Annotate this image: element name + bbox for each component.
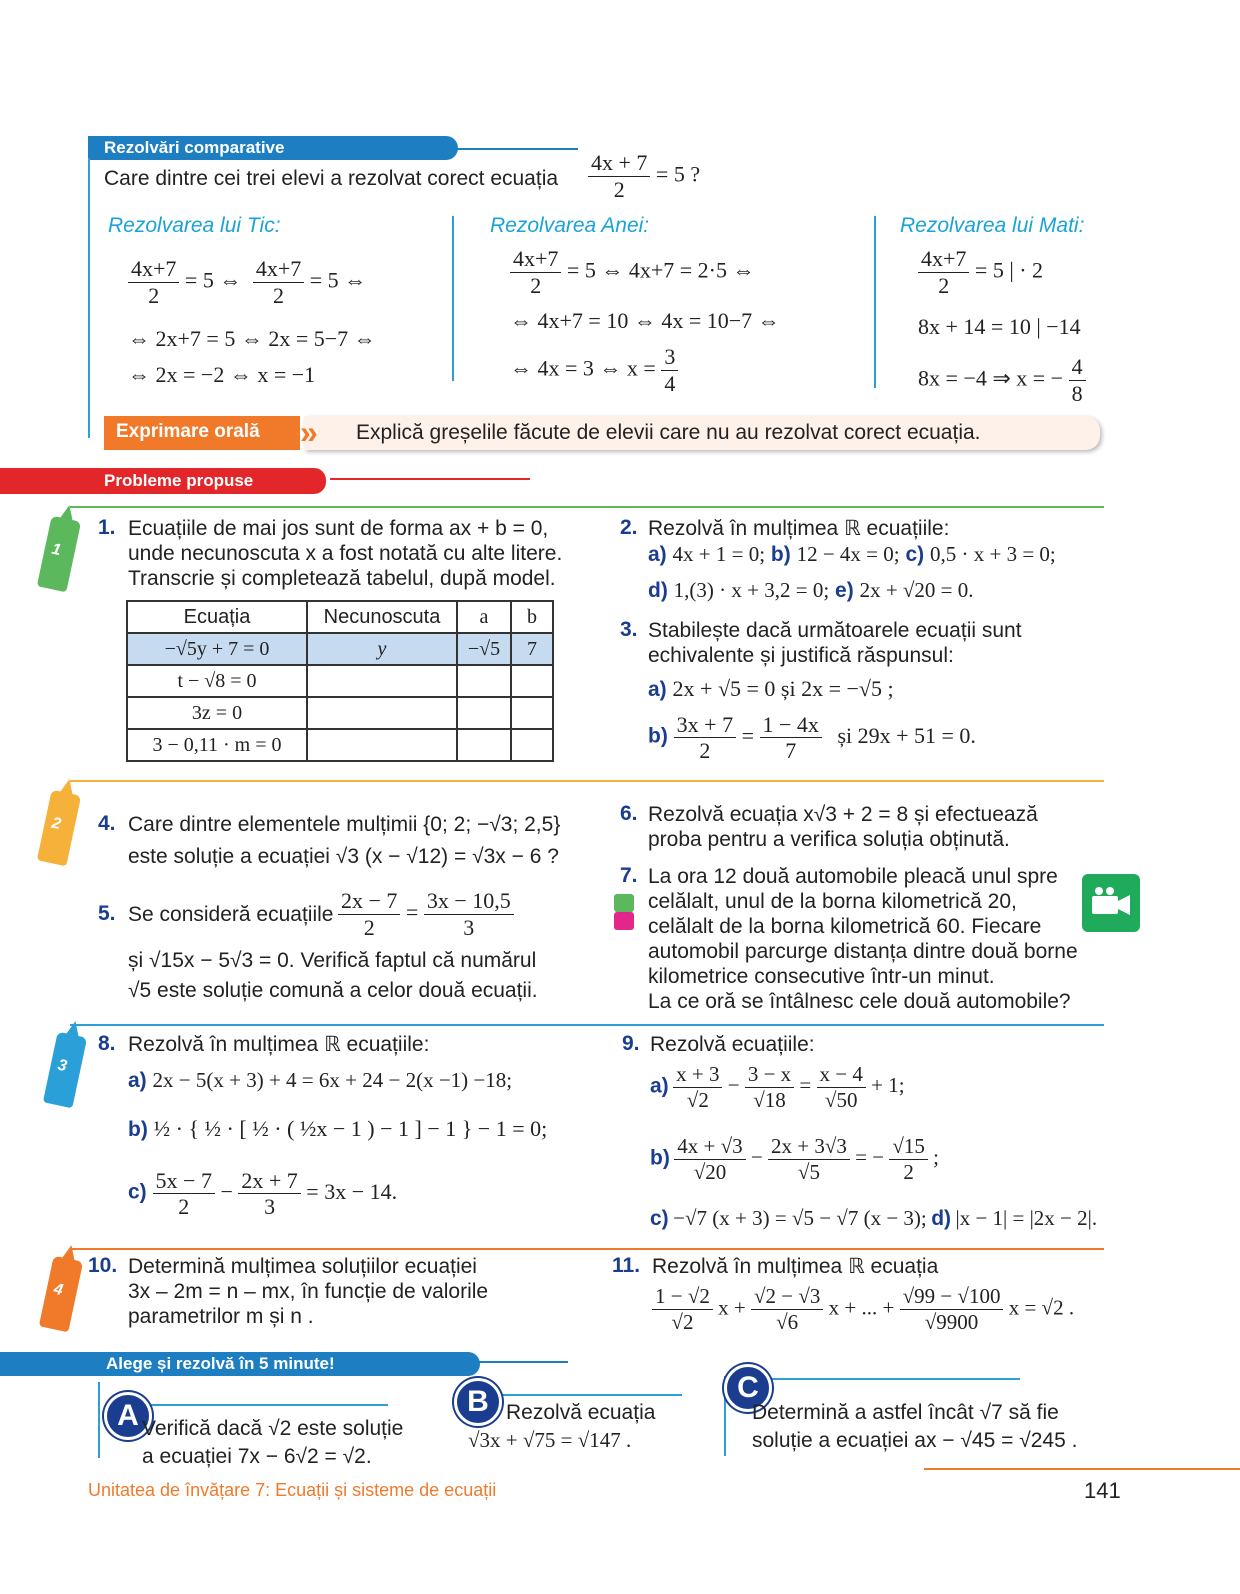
mati-l1-num: 4x+7 xyxy=(918,246,969,273)
p2-e: 2x + √20 = 0. xyxy=(859,578,974,602)
p8-c xyxy=(128,1168,397,1219)
table-cell xyxy=(511,729,553,761)
mati-line2: 8x + 14 = 10 | −14 xyxy=(918,314,1081,339)
tic-l1-num: 4x+7 xyxy=(128,256,179,283)
p9-a-n1: x + 3 xyxy=(673,1062,722,1088)
level-1-number: 1 xyxy=(50,540,63,560)
p5-line3: √5 este soluție comună a celor două ecuații. xyxy=(128,979,538,1002)
level4-line xyxy=(70,1248,1104,1250)
p8-c-op: − xyxy=(220,1178,233,1204)
mati-line3 xyxy=(918,354,1086,407)
table-row xyxy=(127,729,553,761)
ana-l1-num: 4x+7 xyxy=(510,246,561,273)
p9-b-d2: √5 xyxy=(797,1160,820,1184)
p4-line2: este soluție a ecuației √3 (x − √12) = √3x − 6 ? xyxy=(128,845,559,868)
p9-b-d3: 2 xyxy=(903,1160,914,1184)
comparative-section xyxy=(88,136,1108,436)
oral-text: Explică greșelile făcute de elevii care nu au rezolvat corect ecuația. xyxy=(356,421,981,444)
question-text: Care dintre cei trei elevi a rezolvat corect ecuația xyxy=(104,167,559,190)
p9-a-d2: √18 xyxy=(753,1088,786,1112)
table-cell xyxy=(511,665,553,697)
p8-text: Rezolvă în mulțimea ℝ ecuațiile: xyxy=(128,1033,430,1056)
p2-line1 xyxy=(648,542,1056,567)
ana-l1-rest: = 5 ⇔ 4x+7 = 2·5 ⇔ xyxy=(566,257,755,283)
p5-eq: = xyxy=(405,899,419,925)
p7-line: La ora 12 două automobile pleacă unul spre xyxy=(648,865,1058,888)
table-header: b xyxy=(511,601,553,633)
choose-title: Alege și rezolvă în 5 minute! xyxy=(0,1352,480,1376)
p2-d: 1,(3) · x + 3,2 = 0; xyxy=(673,578,830,602)
p11-number: 11. xyxy=(612,1254,641,1277)
p2-a: 4x + 1 = 0; xyxy=(672,542,766,566)
p7-line: La ce oră se întâlnesc cele două automobile? xyxy=(648,990,1071,1013)
p3-a xyxy=(648,676,894,702)
table-row xyxy=(127,665,553,697)
p7-line: celălalt de la borna kilometrică 60. Fiecare xyxy=(648,915,1042,938)
p9-a-label: a) xyxy=(650,1074,669,1098)
table-cell xyxy=(307,729,457,761)
table-header-row xyxy=(127,601,553,633)
ana-l3-text: ⇔ 4x = 3 ⇔ x = xyxy=(510,355,656,381)
ana-line2: ⇔ 4x+7 = 10 ⇔ 4x = 10−7 ⇔ xyxy=(510,308,780,333)
choose-B xyxy=(452,1372,692,1462)
p1-number: 1. xyxy=(98,516,116,539)
mati-l1-den: 2 xyxy=(938,273,950,298)
p1-line: Ecuațiile de mai jos sunt de forma ax + b = 0, xyxy=(128,517,549,540)
tic-l1b-num: 4x+7 xyxy=(253,256,304,283)
level-1-crayon-icon xyxy=(37,516,81,593)
p10-line: parametrilor m și n . xyxy=(128,1305,314,1328)
oral-label-box xyxy=(104,416,300,450)
ana-l3-den: 4 xyxy=(664,371,676,396)
problems-header-line xyxy=(330,478,530,480)
level-2-number: 2 xyxy=(50,814,63,834)
p8-c-num2: 2x + 7 xyxy=(238,1168,300,1194)
table-header: a xyxy=(457,601,511,633)
p3-b-num2: 1 − 4x xyxy=(760,712,822,738)
p9-b-rest: ; xyxy=(933,1145,939,1170)
p11-d1: √2 xyxy=(671,1310,694,1334)
p3-b-num1: 3x + 7 xyxy=(674,712,736,738)
p10-line: 3x – 2m = n – mx, în funcție de valorile xyxy=(128,1280,489,1303)
p3-line: echivalente și justifică răspunsul: xyxy=(648,644,954,667)
level2-line xyxy=(70,780,1104,782)
p11-mid: x + ... + xyxy=(828,1295,895,1320)
p5-line1: Se consideră ecuațiile xyxy=(128,903,334,926)
p9-c-text: −√7 (x + 3) = √5 − √7 (x − 3); xyxy=(673,1206,927,1230)
p11-n3: √99 − √100 xyxy=(900,1284,1004,1310)
p2-a-label: a) xyxy=(648,543,667,566)
p2-number: 2. xyxy=(620,516,638,539)
mati-l3-text: 8x = −4 ⇒ x = − xyxy=(918,365,1064,391)
table-cell: y xyxy=(307,633,457,665)
p2-b-label: b) xyxy=(770,543,791,566)
p8-c-den2: 3 xyxy=(264,1194,276,1219)
p3-a-label: a) xyxy=(648,678,667,701)
p7-line: kilometrice consecutive într-un minut. xyxy=(648,965,995,988)
table-cell xyxy=(457,697,511,729)
p8-a-label: a) xyxy=(128,1069,147,1092)
table-cell: 3 − 0,11 · m = 0 xyxy=(127,729,307,761)
table-cell xyxy=(307,697,457,729)
table-cell xyxy=(511,697,553,729)
p3-b-rest: și 29x + 51 = 0. xyxy=(837,722,976,748)
p2-d-label: d) xyxy=(648,579,668,602)
tic-line1 xyxy=(128,256,366,309)
p9-a-n3: x − 4 xyxy=(817,1062,866,1088)
choose-C-line1: Determină a astfel încât √7 să fie xyxy=(752,1401,1059,1424)
p10-number: 10. xyxy=(88,1254,118,1277)
p7-line: celălalt, unul de la borna kilometrică 20, xyxy=(648,890,1017,913)
p7-number: 7. xyxy=(620,864,638,887)
p3-b-den2: 7 xyxy=(785,738,797,763)
p9-a-d3: √50 xyxy=(824,1088,858,1112)
chevron-icon: » xyxy=(300,414,318,450)
p1-text xyxy=(128,516,598,591)
p9-b-label: b) xyxy=(650,1146,670,1170)
p3-b-den1: 2 xyxy=(699,738,711,763)
title-underline xyxy=(438,148,578,150)
divider-1 xyxy=(452,216,454,381)
comparative-question xyxy=(104,166,558,191)
level-2-crayon-icon xyxy=(37,790,81,867)
tic-l1-den: 2 xyxy=(148,283,160,308)
p8-b-label: b) xyxy=(128,1118,148,1141)
choose-A-line2: a ecuației 7x − 6√2 = √2. xyxy=(142,1445,372,1468)
p11-d3: √9900 xyxy=(924,1310,979,1334)
table-header: Ecuația xyxy=(127,601,307,633)
choose-C-topline xyxy=(764,1378,1020,1380)
eq-numerator: 4x + 7 xyxy=(588,150,650,177)
eq-denominator: 2 xyxy=(613,177,625,202)
p9-a: a) $\frac{x + 3}{√2}$ − $\frac{3 - x}{√18}$ = $\frac{x - 4}{√50}$ + 1; xyxy=(650,1062,905,1112)
choose-C-line2: soluție a ecuației ax − √45 = √245 . xyxy=(752,1429,1078,1452)
choose-A-line1: Verifică dacă √2 este soluție xyxy=(142,1417,404,1440)
table-cell: −√5y + 7 = 0 xyxy=(127,633,307,665)
p8-c-label: c) xyxy=(128,1180,147,1204)
p3-number: 3. xyxy=(620,618,638,641)
divider-2 xyxy=(874,216,876,388)
tic-l1b-den: 2 xyxy=(273,283,285,308)
oral-banner xyxy=(104,416,1104,452)
ana-line3 xyxy=(510,344,678,397)
table-cell xyxy=(457,665,511,697)
p8-b-text: ½ · { ½ · [ ½ · ( ½x − 1 ) − 1 ] − 1 } − 1 = 0; xyxy=(153,1116,548,1141)
p6-line2: proba pentru a verifica soluția obținută. xyxy=(648,828,1010,851)
oral-label: Exprimare orală xyxy=(116,421,260,442)
level-3-crayon-icon xyxy=(43,1032,87,1109)
level1-line xyxy=(70,506,1104,508)
p9-c-label: c) xyxy=(650,1207,669,1230)
ana-line1 xyxy=(510,246,754,299)
table-cell: 3z = 0 xyxy=(127,697,307,729)
p2-e-label: e) xyxy=(835,579,854,602)
p9-b-n3: √15 xyxy=(889,1134,928,1160)
p5-den1: 2 xyxy=(363,915,375,940)
table-cell: −√5 xyxy=(457,633,511,665)
choose-B-line1: Rezolvă ecuația xyxy=(506,1401,656,1424)
p2-c: 0,5 · x + 3 = 0; xyxy=(929,542,1056,566)
p9-text: Rezolvă ecuațiile: xyxy=(650,1033,815,1056)
p9-number: 9. xyxy=(622,1032,640,1055)
p3-a-text: 2x + √5 = 0 și 2x = −√5 ; xyxy=(672,676,894,701)
p9-cd xyxy=(650,1206,1097,1231)
level-4-number: 4 xyxy=(52,1280,65,1300)
p2-line2 xyxy=(648,578,974,603)
p7-text xyxy=(648,864,1078,1014)
p3-b-eq: = xyxy=(741,722,755,748)
p3-b xyxy=(648,712,976,763)
p8-c-den1: 2 xyxy=(178,1194,190,1219)
tic-line2: ⇔ 2x+7 = 5 ⇔ 2x = 5−7 ⇔ xyxy=(128,326,376,351)
p1-table xyxy=(126,600,554,762)
p9-d-text: |x − 1| = |2x − 2|. xyxy=(955,1206,1098,1230)
puzzle-icon xyxy=(614,894,636,930)
page-number: 141 xyxy=(1084,1478,1121,1503)
table-cell xyxy=(307,665,457,697)
mati-l1-rest: = 5 | · 2 xyxy=(974,257,1044,283)
footer-line xyxy=(924,1468,1240,1470)
ana-l1-den: 2 xyxy=(530,273,542,298)
p6-line1: Rezolvă ecuația x√3 + 2 = 8 și efectuează xyxy=(648,803,1038,826)
p4-line1: Care dintre elementele mulțimii {0; 2; −√3; 2,5} xyxy=(128,813,561,836)
mati-title: Rezolvarea lui Mati: xyxy=(900,214,1085,237)
p11-text: Rezolvă în mulțimea ℝ ecuația xyxy=(652,1255,939,1278)
p2-text: Rezolvă în mulțimea ℝ ecuațiile: xyxy=(648,517,950,540)
ana-l3-num: 3 xyxy=(661,344,678,371)
video-camera-icon[interactable] xyxy=(1082,874,1140,932)
question-equation xyxy=(588,150,700,203)
p9-a-d1: √2 xyxy=(686,1088,709,1112)
p10-line: Determină mulțimea soluțiilor ecuației xyxy=(128,1255,477,1278)
p7-line: automobil parcurge distanța dintre două borne xyxy=(648,940,1078,963)
ana-title: Rezolvarea Anei: xyxy=(490,214,650,237)
choose-B-topline xyxy=(482,1394,682,1396)
p9-a-n2: 3 − x xyxy=(745,1062,794,1088)
p1-line: unde necunoscuta x a fost notată cu alte litere. xyxy=(128,542,563,565)
choose-B-line2: √3x + √75 = √147 . xyxy=(468,1428,632,1452)
table-header: Necunoscuta xyxy=(307,601,457,633)
p5-number: 5. xyxy=(98,902,116,925)
level3-line xyxy=(70,1024,1104,1026)
tic-title: Rezolvarea lui Tic: xyxy=(108,214,281,237)
mati-l3-den: 8 xyxy=(1071,381,1083,406)
p11-n1: 1 − √2 xyxy=(652,1284,713,1310)
footer-unit: Unitatea de învățare 7: Ecuații și sisteme de ecuații xyxy=(88,1480,497,1500)
p8-c-rest: = 3x − 14. xyxy=(306,1178,398,1204)
p5-den2: 3 xyxy=(463,915,475,940)
comparative-title: Rezolvări comparative xyxy=(88,136,458,160)
p9-b: b) $\frac{4x + √3}{√20}$ − $\frac{2x + 3√3}{√5}$ = − $\frac{√15}{2}$ ; xyxy=(650,1134,939,1184)
choose-B-badge: B xyxy=(454,1378,502,1426)
choose-title-line xyxy=(392,1361,568,1363)
table-row xyxy=(127,697,553,729)
choose-A-border xyxy=(98,1382,100,1458)
p5-equation xyxy=(338,888,514,941)
left-border xyxy=(88,158,90,438)
problems-header: Probleme propuse xyxy=(0,468,326,494)
choose-A-topline xyxy=(138,1404,388,1406)
p11-d2: √6 xyxy=(776,1310,799,1334)
p2-b: 12 − 4x = 0; xyxy=(796,542,900,566)
p6-number: 6. xyxy=(620,802,638,825)
table-row xyxy=(127,633,553,665)
p9-b-d1: √20 xyxy=(693,1160,727,1184)
p1-line: Transcrie și completează tabelul, după model. xyxy=(128,567,556,590)
table-cell xyxy=(457,729,511,761)
p8-a xyxy=(128,1068,512,1093)
choose-C xyxy=(724,1362,1114,1458)
p2-c-label: c) xyxy=(905,543,925,566)
p9-d-label: d) xyxy=(931,1207,952,1230)
p8-b xyxy=(128,1116,547,1142)
p5-num2: 3x − 10,5 xyxy=(424,888,514,915)
p8-a-text: 2x − 5(x + 3) + 4 = 6x + 24 − 2(x −1) −18; xyxy=(152,1068,513,1092)
p3-line: Stabilește dacă următoarele ecuații sunt xyxy=(648,619,1022,642)
tic-l1-rest: = 5 ⇔ xyxy=(184,267,242,293)
p5-num1: 2x − 7 xyxy=(338,888,400,915)
p10-text xyxy=(128,1254,488,1329)
table-cell: t − √8 = 0 xyxy=(127,665,307,697)
p8-number: 8. xyxy=(98,1032,116,1055)
p8-c-num1: 5x − 7 xyxy=(153,1168,215,1194)
mati-l3-num: 4 xyxy=(1069,354,1086,381)
tic-line3: ⇔ 2x = −2 ⇔ x = −1 xyxy=(128,362,316,387)
mati-line1 xyxy=(918,246,1043,299)
table-cell: 7 xyxy=(511,633,553,665)
p4-number: 4. xyxy=(98,812,116,835)
level-4-crayon-icon xyxy=(39,1256,83,1333)
tic-l1b-rest: = 5 ⇔ xyxy=(309,267,367,293)
p9-a-rest: + 1; xyxy=(871,1073,905,1098)
p3-text xyxy=(648,618,1022,668)
p11-rest: x = √2 . xyxy=(1008,1295,1075,1320)
choose-A-badge: A xyxy=(104,1392,152,1440)
p9-b-n2: 2x + 3√3 xyxy=(768,1134,850,1160)
level-3-number: 3 xyxy=(56,1056,69,1076)
p11-equation: $\frac{1 - √2}{√2}$ x + $\frac{√2 - √3}{√6}$ x + ... + $\frac{√99 - √100}{√9900}$ x = √2 . xyxy=(652,1284,1074,1335)
p9-b-n1: 4x + √3 xyxy=(674,1134,745,1160)
p5-line2: și √15x − 5√3 = 0. Verifică faptul că numărul xyxy=(128,949,537,972)
p3-b-label: b) xyxy=(648,724,668,748)
eq-rhs: = 5 ? xyxy=(655,161,701,187)
choose-C-badge: C xyxy=(724,1364,772,1412)
p11-n2: √2 − √3 xyxy=(751,1284,823,1310)
choose-A xyxy=(98,1378,418,1468)
